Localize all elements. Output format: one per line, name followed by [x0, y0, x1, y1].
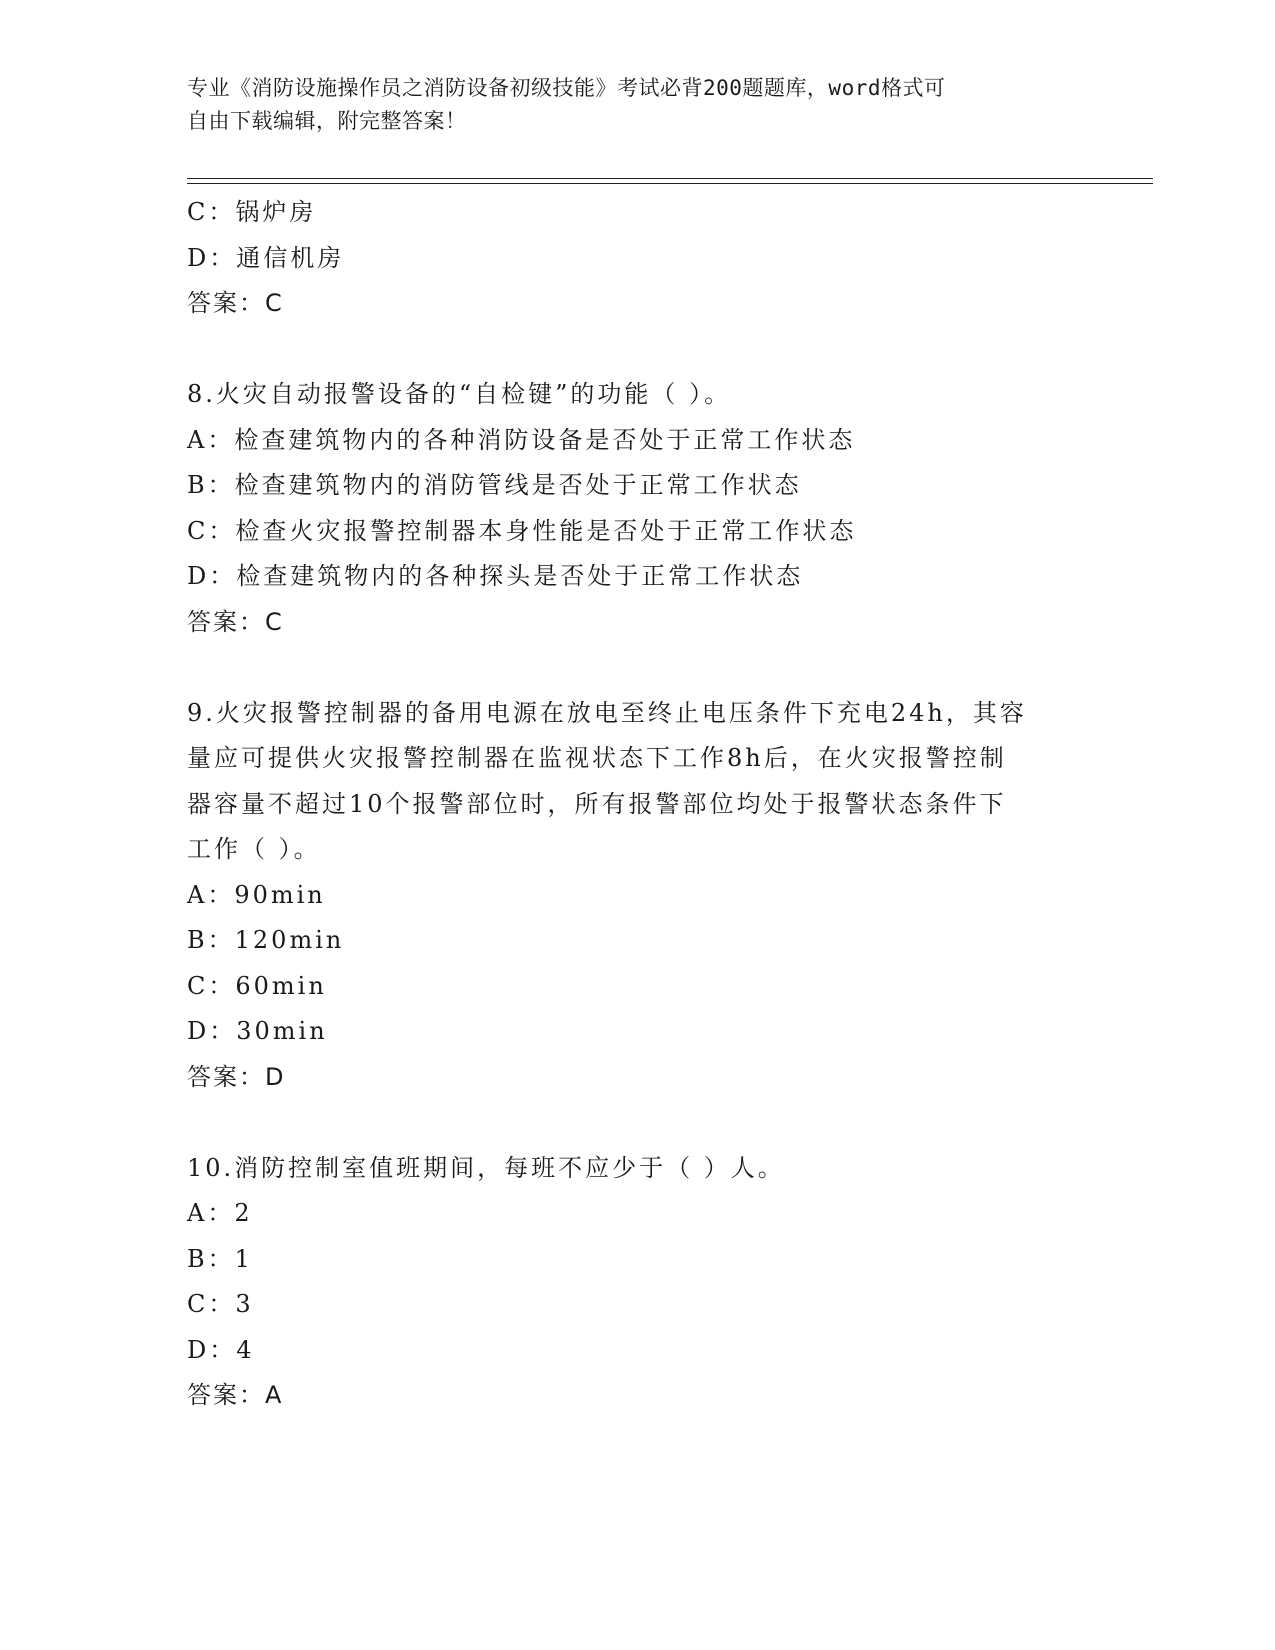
- option-d: D：通信机房: [187, 243, 345, 272]
- option-d: D：4: [187, 1335, 255, 1364]
- option-d: D：30min: [187, 1017, 328, 1045]
- answer-label: 答案：C: [187, 607, 284, 636]
- option-a: A：90min: [187, 880, 326, 909]
- question-text: 10.消防控制室值班期间，每班不应少于（ ）人。: [187, 1153, 785, 1182]
- answer-label: 答案：C: [187, 289, 284, 317]
- option-c: C：检查火灾报警控制器本身性能是否处于正常工作状态: [187, 516, 857, 545]
- option-c: C：60min: [187, 971, 327, 1000]
- option-a: A：2: [187, 1199, 253, 1227]
- spacer: [187, 1100, 1087, 1146]
- question-text-line-3: 器容量不超过10个报警部位时，所有报警部位均处于报警状态条件下: [187, 789, 1007, 818]
- option-b: B：120min: [187, 926, 345, 954]
- option-c: C：3: [187, 1290, 254, 1318]
- spacer: [187, 327, 1087, 373]
- header-divider-top: [187, 178, 1153, 179]
- option-a: A：检查建筑物内的各种消防设备是否处于正常工作状态: [187, 425, 856, 454]
- option-b: B：1: [187, 1244, 253, 1273]
- question-8: [187, 372, 1087, 645]
- header-line-2: 自由下载编辑，附完整答案！: [187, 109, 467, 133]
- question-10: [187, 1146, 1087, 1419]
- question-list: [187, 190, 1087, 1419]
- question-7-tail: [187, 190, 1087, 327]
- question-text: 8.火灾自动报警设备的“自检键”的功能（ ）。: [187, 380, 732, 408]
- option-d: D：检查建筑物内的各种探头是否处于正常工作状态: [187, 562, 804, 590]
- header-line-1: 专业《消防设施操作员之消防设备初级技能》考试必背200题题库，word格式可: [187, 76, 946, 100]
- answer-label: 答案：D: [187, 1062, 286, 1091]
- question-text-line-4: 工作（ ）。: [187, 835, 321, 863]
- answer-label: 答案：A: [187, 1381, 284, 1409]
- option-b: B：检查建筑物内的消防管线是否处于正常工作状态: [187, 471, 802, 499]
- option-c: C：锅炉房: [187, 198, 317, 226]
- question-text-line-2: 量应可提供火灾报警控制器在监视状态下工作8h后，在火灾报警控制: [187, 744, 1007, 772]
- question-text-line-1: 9.火灾报警控制器的备用电源在放电至终止电压条件下充电24h，其容: [187, 698, 1027, 727]
- question-9: [187, 691, 1087, 1101]
- header-divider-bottom: [187, 183, 1153, 184]
- document-header: [187, 72, 1067, 138]
- spacer: [187, 645, 1087, 691]
